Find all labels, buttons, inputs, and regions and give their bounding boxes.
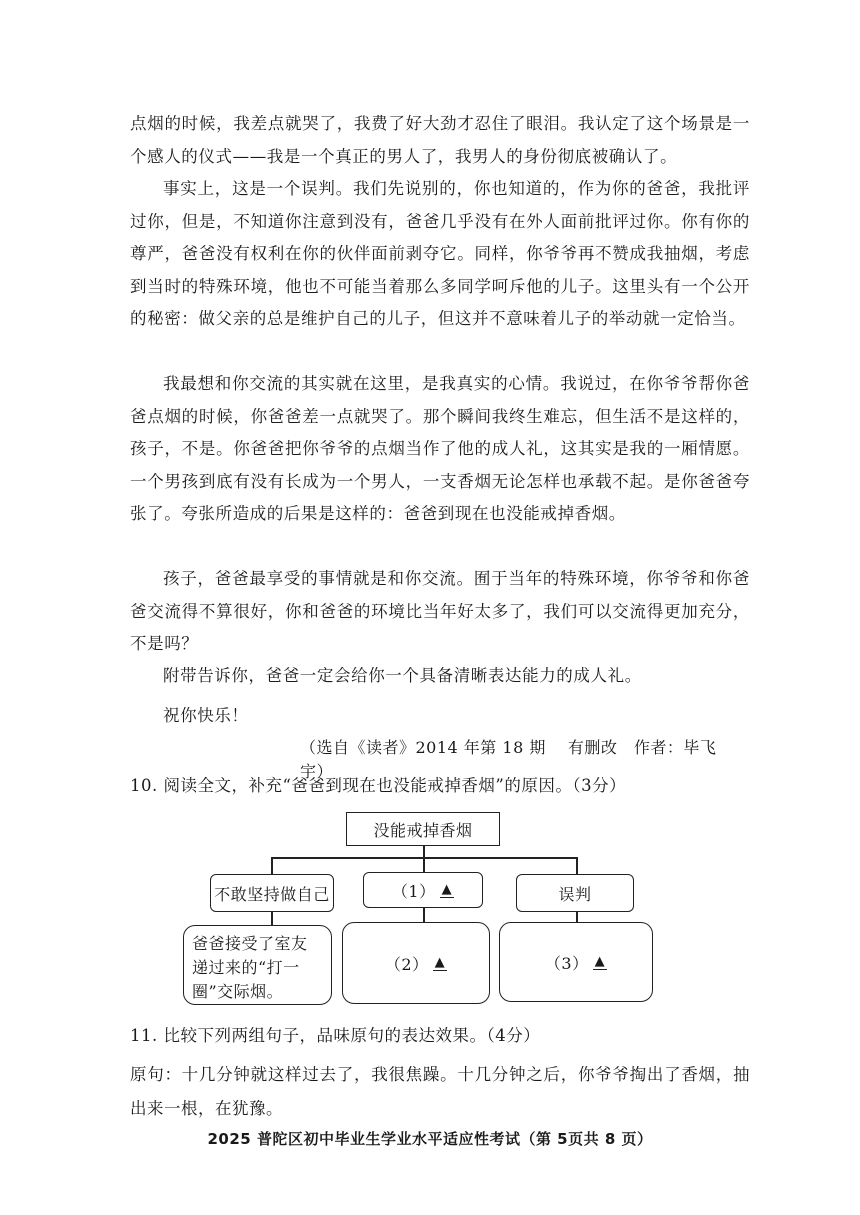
question-11-prompt: 11. 比较下列两组句子，品味原句的表达效果。（4分）: [130, 1026, 541, 1045]
detail-2-number: （2）: [384, 954, 429, 974]
detail-3-number: （3）: [544, 953, 589, 973]
branch-1-box: [210, 874, 334, 912]
question-11-original-sentence: 原句：十几分钟就这样过去了，我很焦躁。十几分钟之后，你爷爷掏出了香烟，抽出来一根，在犹豫。: [130, 1065, 750, 1118]
branch-1-detail-box: [183, 925, 332, 1005]
diagram-root-box: [346, 812, 500, 846]
blank-1-marker: ▲: [441, 882, 453, 897]
branch-1-label: 不敢坚持做自己: [214, 884, 330, 904]
connector-left-down: [271, 857, 273, 875]
connector-branch2-detail: [423, 908, 425, 922]
connector-right-down: [576, 857, 578, 875]
source-citation: （选自《读者》2014 年第 18 期 有删改 作者：毕飞宇）: [300, 738, 717, 781]
blank-2-marker: ▲: [434, 955, 446, 970]
paragraph-1: 点烟的时候，我差点就哭了，我费了好大劲才忍住了眼泪。我认定了这个场景是一个感人的仪式——我是一个真正的男人了，我男人的身份彻底被确认了。: [130, 114, 750, 166]
detail-3-box: [499, 922, 653, 1002]
detail-2-box: [342, 922, 490, 1004]
branch-2-number: （1）: [391, 881, 436, 901]
connector-middle-down: [423, 857, 425, 873]
diagram-root-label: 没能戒掉香烟: [373, 820, 473, 840]
paragraph-6: 祝你快乐！: [163, 706, 249, 725]
blank-3-marker: ▲: [594, 954, 606, 969]
branch-3-box: [516, 874, 634, 912]
paragraph-3: 我最想和你交流的其实就在这里，是我真实的心情。我说过，在你爷爷帮你爸爸点烟的时候，你爸爸差一点就哭了。那个瞬间我终生难忘，但生活不是这样的，孩子，不是。你爸爸把你爷爷的点烟当作了他的成人礼，这其实是我的一厢情愿。一个男孩到底有没有长成为一个男人，一支香烟无论怎样也承载不起。是你爸爸夸张了。夸张所造成的后果是这样的：爸爸到现在也没能戒掉香烟。: [130, 374, 750, 523]
paragraph-2: 事实上，这是一个误判。我们先说别的，你也知道的，作为你的爸爸，我批评过你，但是，不知道你注意到没有，爸爸几乎没有在外人面前批评过你。你有你的尊严，爸爸没有权利在你的伙伴面前剥夺它。同样，你爷爷再不赞成我抽烟，考虑到当时的特殊环境，他也不可能当着那么多同学呵斥他的儿子。这里头有一个公开的秘密：做父亲的总是维护自己的儿子，但这并不意味着儿子的举动就一定恰当。: [130, 179, 750, 328]
paragraph-4: 孩子，爸爸最享受的事情就是和你交流。囿于当年的特殊环境，你爷爷和你爸爸交流得不算很好，你和爸爸的环境比当年好太多了，我们可以交流得更加充分，不是吗？: [130, 569, 750, 653]
question-10-prompt: 10. 阅读全文，补充“爸爸到现在也没能戒掉香烟”的原因。（3分）: [130, 776, 627, 795]
connector-branch1-detail: [271, 912, 273, 926]
branch-2-box: [363, 872, 483, 908]
branch-3-label: 误判: [558, 884, 592, 904]
branch-1-detail-text: 爸爸接受了室友递过来的“打一圈”交际烟。: [192, 934, 308, 1001]
page-footer: 2025 普陀区初中毕业生学业水平适应性考试（第 5页共 8 页）: [207, 1130, 653, 1148]
paragraph-5: 附带告诉你，爸爸一定会给你一个具备清晰表达能力的成人礼。: [163, 666, 642, 685]
